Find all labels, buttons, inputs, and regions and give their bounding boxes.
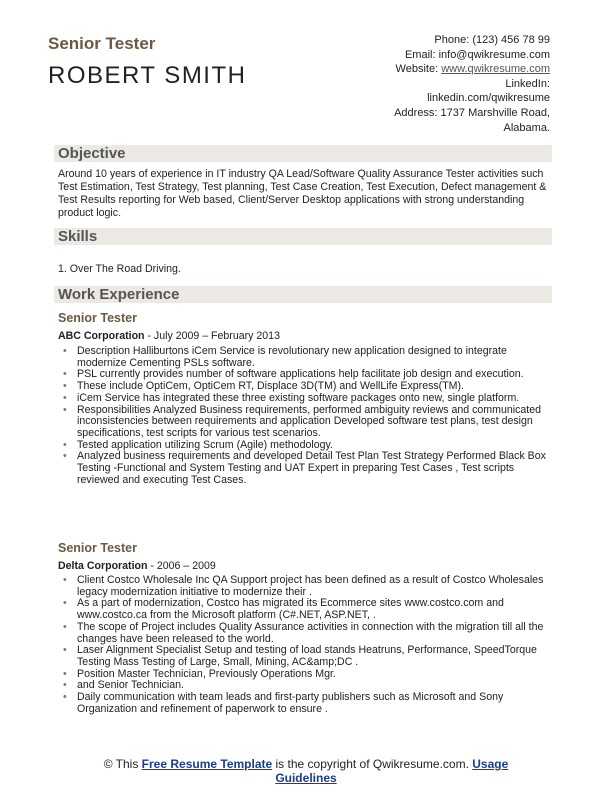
contact-block bbox=[290, 33, 550, 135]
list-item: • Responsibilities Analyzed Business requirements, performed ambiguity reviews and communicated inconsistencies between requirements and application Developed software test plans, test design specifications, test scripts for various test scenarios. bbox=[60, 405, 548, 440]
resume-job-title: Senior Tester bbox=[48, 34, 156, 53]
objective-heading: Objective bbox=[58, 145, 126, 162]
work-experience-heading: Work Experience bbox=[58, 286, 180, 303]
objective-text: Around 10 years of experience in IT industry QA Lead/Software Quality Assurance Tester activities such Test Estimation, Test Strategy, Test planning, Test Case Creation, Test Execution, Defect management & Test Results reporting for Web based, Client/Server Desktop applications with strong understanding product logic. bbox=[58, 168, 547, 219]
company-name: ABC Corporation bbox=[58, 330, 145, 342]
list-item: • Client Costco Wholesale Inc QA Support project has been defined as a result of Costco Wholesales legacy modernization initiative to modernize their . bbox=[60, 575, 548, 598]
website-label: Website: bbox=[395, 63, 442, 76]
job-company-line bbox=[58, 330, 280, 342]
objective-section-header bbox=[54, 145, 552, 162]
skills-section-header bbox=[54, 228, 552, 245]
job-dates: - 2006 – 2009 bbox=[147, 560, 216, 572]
job-dates: - July 2009 – February 2013 bbox=[144, 330, 280, 342]
company-name: Delta Corporation bbox=[58, 560, 148, 572]
contact-linkedin-label: LinkedIn: bbox=[505, 77, 550, 90]
list-item: • Analyzed business requirements and developed Detail Test Plan Test Strategy Performed Black Box Testing -Functional and System Testing and UAT Expert in preparing Test Cases , Test scripts reviewed and executing Test Cases. bbox=[60, 451, 548, 486]
list-item: • Laser Alignment Specialist Setup and testing of load stands Heatruns, Performance, SpeedTorque Testing Mass Testing of Large, Small, Mining, AC&amp;DC . bbox=[60, 645, 548, 668]
website-link[interactable]: www.qwikresume.com bbox=[441, 63, 550, 76]
list-item: • Daily communication with team leads and first-party publishers such as Microsoft and Sony Organization and refinement of paperwork to ensure . bbox=[60, 692, 548, 715]
contact-address-line1: Address: 1737 Marshville Road, bbox=[394, 106, 550, 119]
list-item: • As a part of modernization, Costco has migrated its Ecommerce sites www.costco.com and www.costco.ca from the Microsoft platform (C#.NET, ASP.NET, . bbox=[60, 598, 548, 621]
job-bullet-list bbox=[60, 575, 548, 715]
list-item: • The scope of Project includes Quality Assurance activities in connection with the migration till all the changes have been released to the world. bbox=[60, 622, 548, 645]
contact-address-line2: Alabama. bbox=[503, 121, 550, 134]
usage-guidelines-link[interactable]: Usage Guidelines bbox=[275, 757, 509, 785]
list-item: • and Senior Technician. bbox=[60, 680, 548, 692]
contact-email: Email: info@qwikresume.com bbox=[404, 48, 550, 61]
skills-heading: Skills bbox=[58, 228, 98, 245]
free-resume-template-link[interactable]: Free Resume Template bbox=[141, 757, 273, 771]
list-item: • Description Halliburtons iCem Service is revolutionary new application designed to integrate modernize Cementing PSLs software. bbox=[60, 346, 548, 369]
list-item: • iCem Service has integrated these three existing software packages onto new, single platform. bbox=[60, 393, 548, 405]
job-company-line bbox=[58, 560, 216, 572]
job-title: Senior Tester bbox=[58, 541, 137, 555]
copyright-footer bbox=[80, 757, 532, 785]
skills-item: 1. Over The Road Driving. bbox=[58, 263, 181, 275]
footer-prefix: © This bbox=[103, 757, 142, 771]
footer-middle: is the copyright of Qwikresume.com. bbox=[272, 757, 473, 771]
work-experience-section-header bbox=[54, 286, 552, 303]
list-item: • Tested application utilizing Scrum (Agile) methodology. bbox=[60, 440, 548, 452]
candidate-name: ROBERT SMITH bbox=[48, 62, 247, 89]
contact-phone: Phone: (123) 456 78 99 bbox=[434, 34, 550, 46]
contact-website bbox=[290, 62, 550, 77]
list-item: • PSL currently provides number of software applications help facilitate job design and execution. bbox=[60, 369, 548, 381]
job-title: Senior Tester bbox=[58, 311, 137, 325]
list-item: • These include OptiCem, OptiCem RT, Displace 3D(TM) and WellLife Express(TM). bbox=[60, 381, 548, 393]
job-bullet-list bbox=[60, 346, 548, 486]
contact-linkedin-value: linkedin.com/qwikresume bbox=[427, 92, 550, 105]
list-item: • Position Master Technician, Previously Operations Mgr. bbox=[60, 669, 548, 681]
